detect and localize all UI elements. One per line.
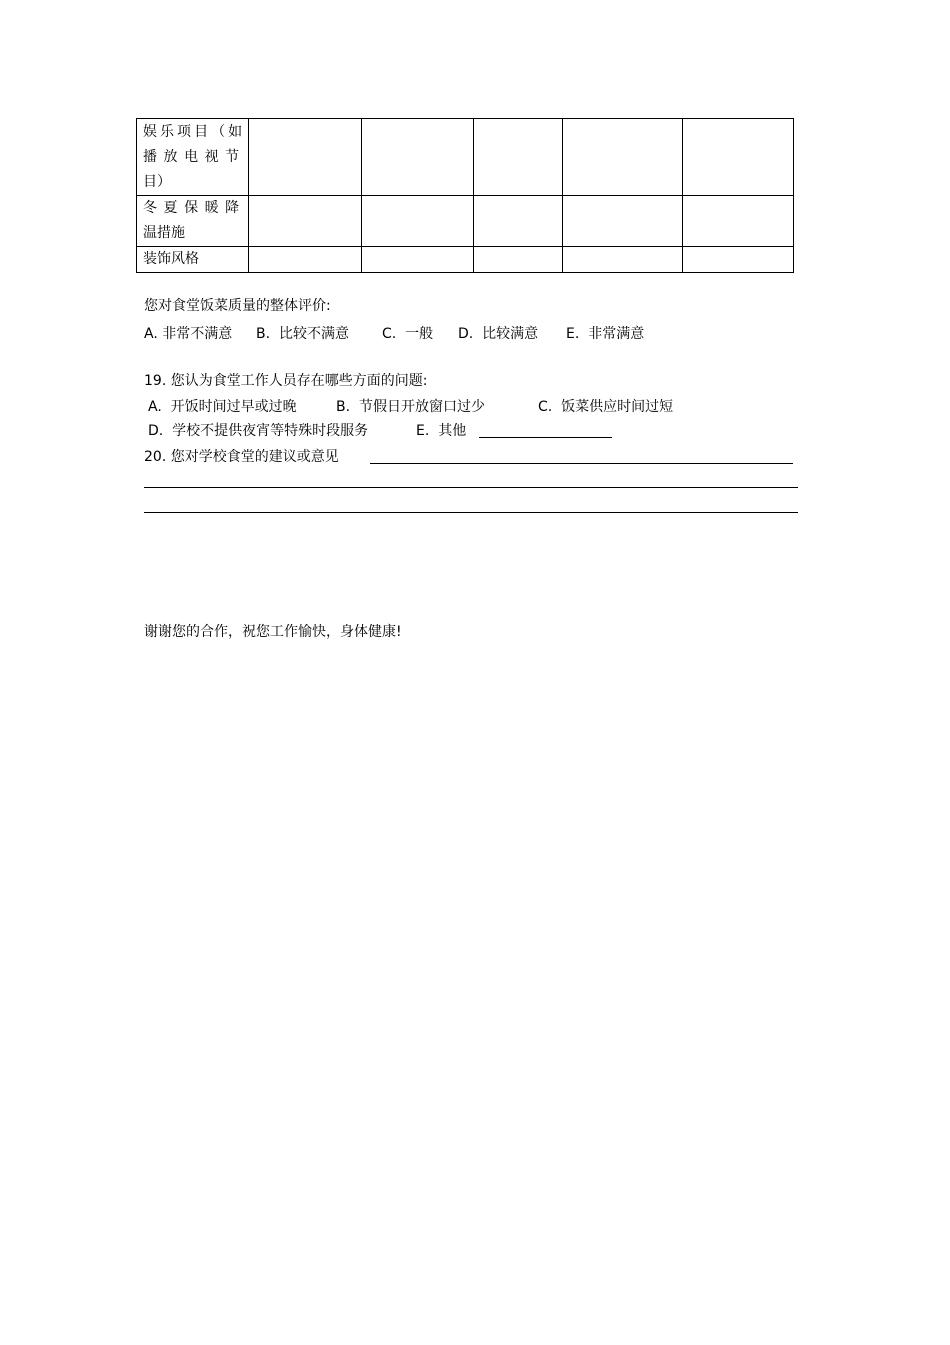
row-label-line: 目）: [143, 174, 171, 190]
row-label: [137, 196, 249, 247]
row-label: [137, 119, 249, 196]
answer-option[interactable]: A. 非常不满意: [144, 326, 233, 342]
rating-cell[interactable]: [249, 119, 362, 196]
answer-option[interactable]: C. 饭菜供应时间过短: [538, 399, 674, 415]
rating-cell[interactable]: [562, 119, 682, 196]
answer-option[interactable]: B. 节假日开放窗口过少: [336, 399, 485, 415]
question-prompt: 19. 您认为食堂工作人员存在哪些方面的问题:: [144, 373, 428, 389]
rating-cell[interactable]: [249, 247, 362, 273]
rating-cell[interactable]: [474, 247, 562, 273]
row-label-line: 温措施: [143, 225, 185, 241]
table-row: [137, 247, 794, 273]
rating-cell[interactable]: [682, 247, 793, 273]
rating-cell[interactable]: [682, 196, 793, 247]
row-label-line: 冬夏保暖降: [143, 200, 243, 216]
rating-cell[interactable]: [562, 247, 682, 273]
rating-cell[interactable]: [362, 247, 474, 273]
answer-option[interactable]: A. 开饭时间过早或过晚: [148, 399, 297, 415]
answer-option[interactable]: D. 比较满意: [458, 326, 539, 342]
rating-cell[interactable]: [474, 196, 562, 247]
rating-cell[interactable]: [562, 196, 682, 247]
closing-message: 谢谢您的合作，祝您工作愉快，身体健康!: [144, 624, 402, 640]
rating-cell[interactable]: [474, 119, 562, 196]
suggestion-blank[interactable]: [370, 463, 793, 464]
row-label-line: 装饰风格: [143, 251, 199, 267]
rating-cell[interactable]: [249, 196, 362, 247]
rating-table: [136, 118, 794, 273]
suggestion-blank[interactable]: [144, 487, 798, 488]
table-row: [137, 119, 794, 196]
answer-option[interactable]: E. 非常满意: [566, 326, 645, 342]
row-label-line: 播放电视节: [143, 149, 243, 165]
suggestion-blank[interactable]: [144, 512, 798, 513]
row-label: [137, 247, 249, 273]
answer-option[interactable]: E. 其他: [416, 423, 467, 439]
answer-option[interactable]: C. 一般: [382, 326, 434, 342]
answer-option[interactable]: B. 比较不满意: [256, 326, 349, 342]
answer-option[interactable]: D. 学校不提供夜宵等特殊时段服务: [148, 423, 369, 439]
question-prompt: 您对食堂饭菜质量的整体评价:: [144, 298, 331, 314]
rating-cell[interactable]: [682, 119, 793, 196]
question-prompt: 20. 您对学校食堂的建议或意见: [144, 449, 339, 465]
rating-cell[interactable]: [362, 119, 474, 196]
row-label-line: 娱乐项目（如: [143, 124, 243, 140]
table-row: [137, 196, 794, 247]
other-answer-blank[interactable]: [479, 437, 612, 438]
rating-cell[interactable]: [362, 196, 474, 247]
